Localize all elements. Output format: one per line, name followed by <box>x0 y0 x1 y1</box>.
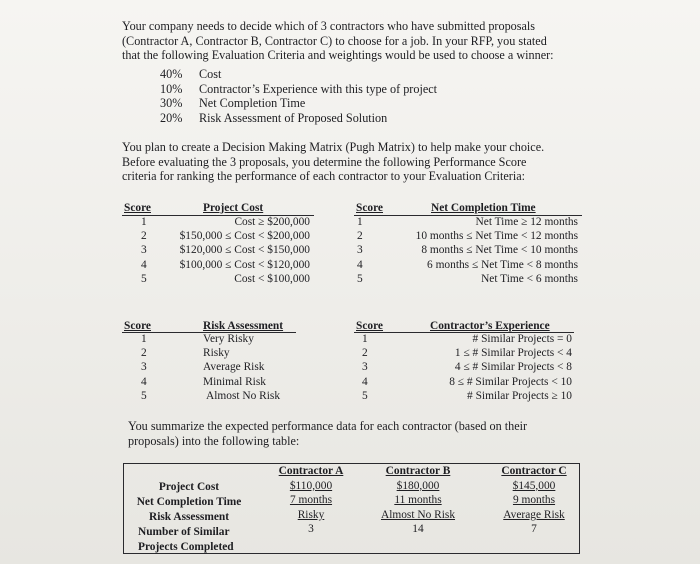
para3-line-2: proposals) into the following table: <box>128 433 300 448</box>
score-intro-paragraph <box>122 140 544 184</box>
risk-level-column: Very Risky Risky Average Risk Minimal Risk Almost No Risk <box>203 333 281 402</box>
intro-line-2: (Contractor A, Contractor B, Contractor C) to choose for a job. In your RFP, you stated <box>122 33 547 48</box>
criteria-item: 20% Risk Assessment of Proposed Solution <box>160 110 388 125</box>
row-label-similar: Number of Similar <box>138 526 230 538</box>
criteria-item: 40% Cost <box>160 67 222 81</box>
cost-range-column: Cost ≥ $200,000 $150,000 ≤ Cost < $200,000 $120,000 ≤ Cost < $150,000 $100,000 ≤ Cost < $120,000 Cost < $100,000 <box>179 216 310 285</box>
score-column: 1 2 3 4 5 <box>141 216 147 285</box>
contractor-c-column: Contractor C $145,000 9 months Average Risk 7 <box>501 465 567 536</box>
contractor-a-column: Contractor A $110,000 7 months Risky 3 <box>278 465 344 536</box>
row-label-cost: Project Cost <box>158 481 220 493</box>
contractor-b-column: Contractor B $180,000 11 months Almost No Risk 14 <box>380 465 456 536</box>
intro-paragraph <box>122 19 554 63</box>
row-label-risk: Risk Assessment <box>148 511 230 523</box>
experience-range-column: # Similar Projects = 0 1 ≤ # Similar Projects < 4 4 ≤ # Similar Projects < 8 8 ≤ # Similar Projects < 10 # Similar Projects ≥ 10 <box>449 333 572 402</box>
project-cost-header: Project Cost <box>203 202 264 214</box>
para2-line-1: You plan to create a Decision Making Matrix (Pugh Matrix) to help make your choice. <box>122 140 545 154</box>
row-label-time: Net Completion Time <box>136 496 242 508</box>
net-completion-header: Net Completion Time <box>431 202 536 214</box>
criteria-list <box>160 67 437 125</box>
intro-line-1: Your company needs to decide which of 3 contractors who have submitted proposals <box>122 19 536 33</box>
intro-line-3: that the following Evaluation Criteria and weightings would be used to choose a winner: <box>122 48 554 63</box>
score-column: 1 2 3 4 5 <box>357 216 363 285</box>
para2-line-2: Before evaluating the 3 proposals, you determine the following Performance Score <box>122 154 527 169</box>
criteria-item: 10% Contractor’s Experience with this type of project <box>160 81 438 96</box>
row-label-similar-cont: Projects Completed <box>138 541 234 553</box>
score-header: Score <box>356 202 383 214</box>
score-column: 1 2 3 4 5 <box>362 333 368 402</box>
summary-row-labels <box>126 480 252 555</box>
score-header: Score <box>356 320 383 332</box>
risk-assessment-header: Risk Assessment <box>203 320 284 332</box>
criteria-item: 30% Net Completion Time <box>160 96 306 111</box>
time-range-column: Net Time ≥ 12 months 10 months ≤ Net Time < 12 months 8 months ≤ Net Time < 10 months 6 months ≤ Net Time < 8 months Net Time < 6 months <box>415 216 578 285</box>
score-header: Score <box>124 320 151 332</box>
experience-header: Contractor’s Experience <box>430 320 550 332</box>
para3-line-1: You summarize the expected performance data for each contractor (based on their <box>128 419 528 433</box>
score-column: 1 2 3 4 5 <box>141 333 147 402</box>
para2-line-3: criteria for ranking the performance of each contractor to your Evaluation Criteria: <box>122 169 526 184</box>
summary-intro-paragraph <box>128 419 527 448</box>
score-header: Score <box>124 202 151 214</box>
